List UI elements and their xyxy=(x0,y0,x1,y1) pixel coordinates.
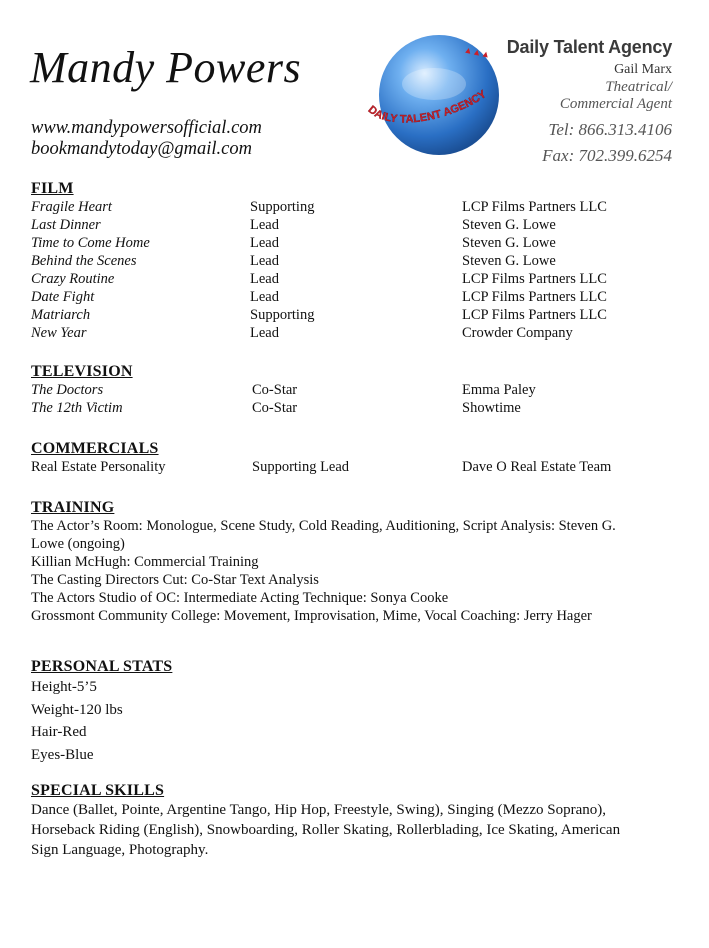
section-title: TRAINING xyxy=(31,499,115,516)
stat-hair: Hair-Red xyxy=(31,724,87,741)
table-row: Last Dinner Lead Steven G. Lowe xyxy=(31,217,556,233)
table-row: Fragile Heart Supporting LCP Films Partners LLC xyxy=(31,199,607,215)
television-section xyxy=(31,362,671,417)
table-row: Real Estate Personality Supporting Lead Dave O Real Estate Team xyxy=(31,459,612,475)
website-link[interactable]: www.mandypowersofficial.com xyxy=(31,118,262,138)
table-row: The 12th Victim Co-Star Showtime xyxy=(31,400,521,416)
film-section xyxy=(31,179,671,342)
stat-weight: Weight-120 lbs xyxy=(31,701,123,718)
actor-name: Mandy Powers xyxy=(30,43,302,92)
stat-height: Height-5’5 xyxy=(31,679,97,695)
section-title: SPECIAL SKILLS xyxy=(31,782,165,799)
list-item: The Actors Studio of OC: Intermediate Acting Technique: Sonya Cooke xyxy=(31,590,449,606)
section-title: TELEVISION xyxy=(31,363,133,380)
table-row: Time to Come Home Lead Steven G. Lowe xyxy=(31,235,556,251)
agent-role-line-2: Commercial Agent xyxy=(559,96,672,112)
commercials-section xyxy=(31,439,671,476)
email-link[interactable]: bookmandytoday@gmail.com xyxy=(31,139,252,159)
agency-logo xyxy=(352,32,522,160)
table-row: New Year Lead Crowder Company xyxy=(31,325,573,341)
skills-text: Dance (Ballet, Pointe, Argentine Tango, Hip Hop, Freestyle, Swing), Singing (Mezzo Soprano), Horseback Riding (English), Snowboarding, Roller Skating, Rollerblading, Ice Skating, American Sign Language, Photography. xyxy=(31,802,621,858)
contact-block xyxy=(31,118,262,160)
commercials-table xyxy=(31,458,671,476)
section-title: FILM xyxy=(31,180,74,197)
list-item: The Casting Directors Cut: Co-Star Text Analysis xyxy=(31,572,319,588)
logo-ring-fragment: ▲▲▲ xyxy=(462,44,492,60)
list-item: Grossmont Community College: Movement, Improvisation, Mime, Vocal Coaching: Jerry Hager xyxy=(31,608,592,624)
stats-section xyxy=(31,657,671,767)
table-row: Date Fight Lead LCP Films Partners LLC xyxy=(31,289,607,305)
table-row: The Doctors Co-Star Emma Paley xyxy=(31,382,536,398)
section-title: PERSONAL STATS xyxy=(31,658,173,675)
logo-ring-text: DAILY TALENT AGENCY xyxy=(365,88,489,126)
agency-tel: Tel: 866.313.4106 xyxy=(548,120,672,139)
stat-eyes: Eyes-Blue xyxy=(31,747,94,764)
list-item: The Actor’s Room: Monologue, Scene Study, Cold Reading, Auditioning, Script Analysis: Steven G. Lowe (ongoing) xyxy=(31,518,616,552)
skills-section xyxy=(31,781,641,860)
agent-role-line-1: Theatrical/ xyxy=(605,79,672,95)
table-row: Behind the Scenes Lead Steven G. Lowe xyxy=(31,253,556,269)
list-item: Killian McHugh: Commercial Training xyxy=(31,554,259,570)
agency-block xyxy=(507,37,672,164)
training-section xyxy=(31,498,621,625)
agency-name: Daily Talent Agency xyxy=(506,37,672,57)
table-row: Matriarch Supporting LCP Films Partners LLC xyxy=(31,307,607,323)
film-table xyxy=(31,198,671,342)
section-title: COMMERCIALS xyxy=(31,440,159,457)
table-row: Crazy Routine Lead LCP Films Partners LLC xyxy=(31,271,607,287)
television-table xyxy=(31,381,671,417)
agent-name: Gail Marx xyxy=(614,62,672,77)
agency-fax: Fax: 702.399.6254 xyxy=(542,146,672,165)
